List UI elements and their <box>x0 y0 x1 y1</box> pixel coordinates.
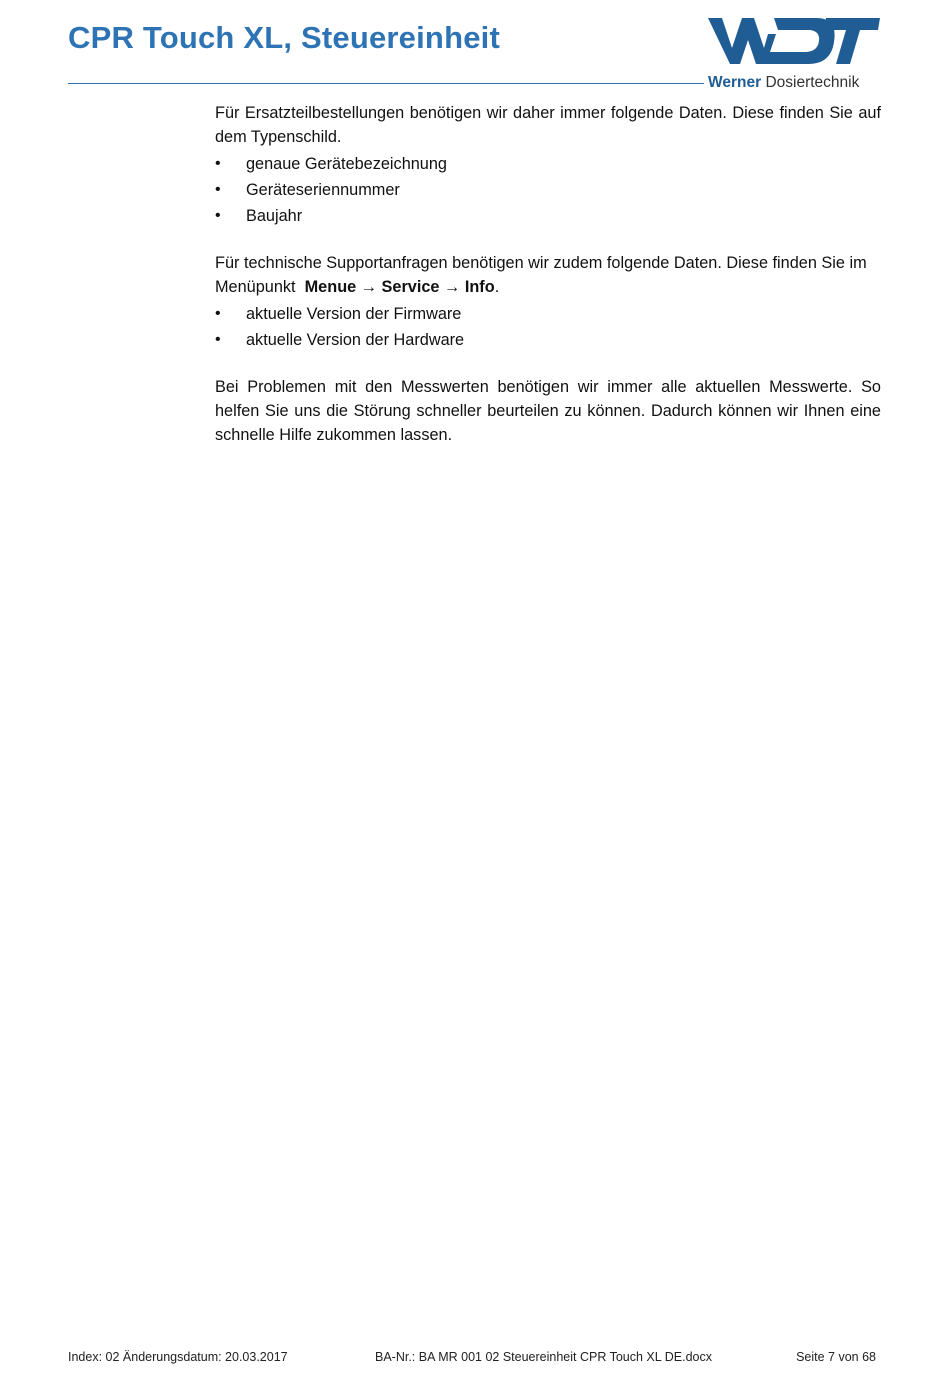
list-item: • aktuelle Version der Firmware <box>215 301 881 327</box>
main-content <box>215 101 881 447</box>
spare-parts-list <box>215 151 881 229</box>
paragraph-measurements: Bei Problemen mit den Messwerten benötigen wir immer alle aktuellen Messwerte. So helfen Sie uns die Störung schneller beurteilen zu können. Dadurch können wir Ihnen eine schnelle Hilfe zukommen lassen. <box>215 378 881 444</box>
wdt-logo <box>708 14 880 94</box>
list-item: • Baujahr <box>215 203 881 229</box>
footer-doc-number: BA-Nr.: BA MR 001 02 Steuereinheit CPR Touch XL DE.docx <box>375 1350 712 1364</box>
header-rule <box>68 83 704 84</box>
paragraph-support <box>215 251 881 299</box>
list-item: • aktuelle Version der Hardware <box>215 327 881 353</box>
logo-brand: Werner <box>708 74 762 91</box>
footer-index-date: Index: 02 Änderungsdatum: 20.03.2017 <box>68 1350 288 1364</box>
logo-rest: Dosiertechnik <box>765 74 860 91</box>
menu-path-service: Service <box>381 278 440 296</box>
menu-path-info: Info <box>464 278 495 296</box>
wdt-logo-mark <box>708 14 880 70</box>
menu-path-menue: Menue <box>304 278 357 296</box>
support-list <box>215 301 881 353</box>
document-title: CPR Touch XL, Steuereinheit <box>68 20 500 55</box>
support-text: Für technische Supportanfragen benötigen wir zudem folgende Daten. Diese finden Sie im Menüpunkt <box>215 254 867 296</box>
footer-page-number: Seite 7 von 68 <box>796 1350 876 1364</box>
arrow-right-icon: → <box>444 278 461 296</box>
support-end: . <box>494 278 500 296</box>
arrow-right-icon: → <box>360 278 378 296</box>
list-item: • genaue Gerätebezeichnung <box>215 151 881 177</box>
logo-subtitle <box>708 74 880 92</box>
paragraph-spare-parts: Für Ersatzteilbestellungen benötigen wir daher immer folgende Daten. Diese finden Sie auf dem Typenschild. <box>215 104 881 146</box>
list-item: • Geräteseriennummer <box>215 177 881 203</box>
